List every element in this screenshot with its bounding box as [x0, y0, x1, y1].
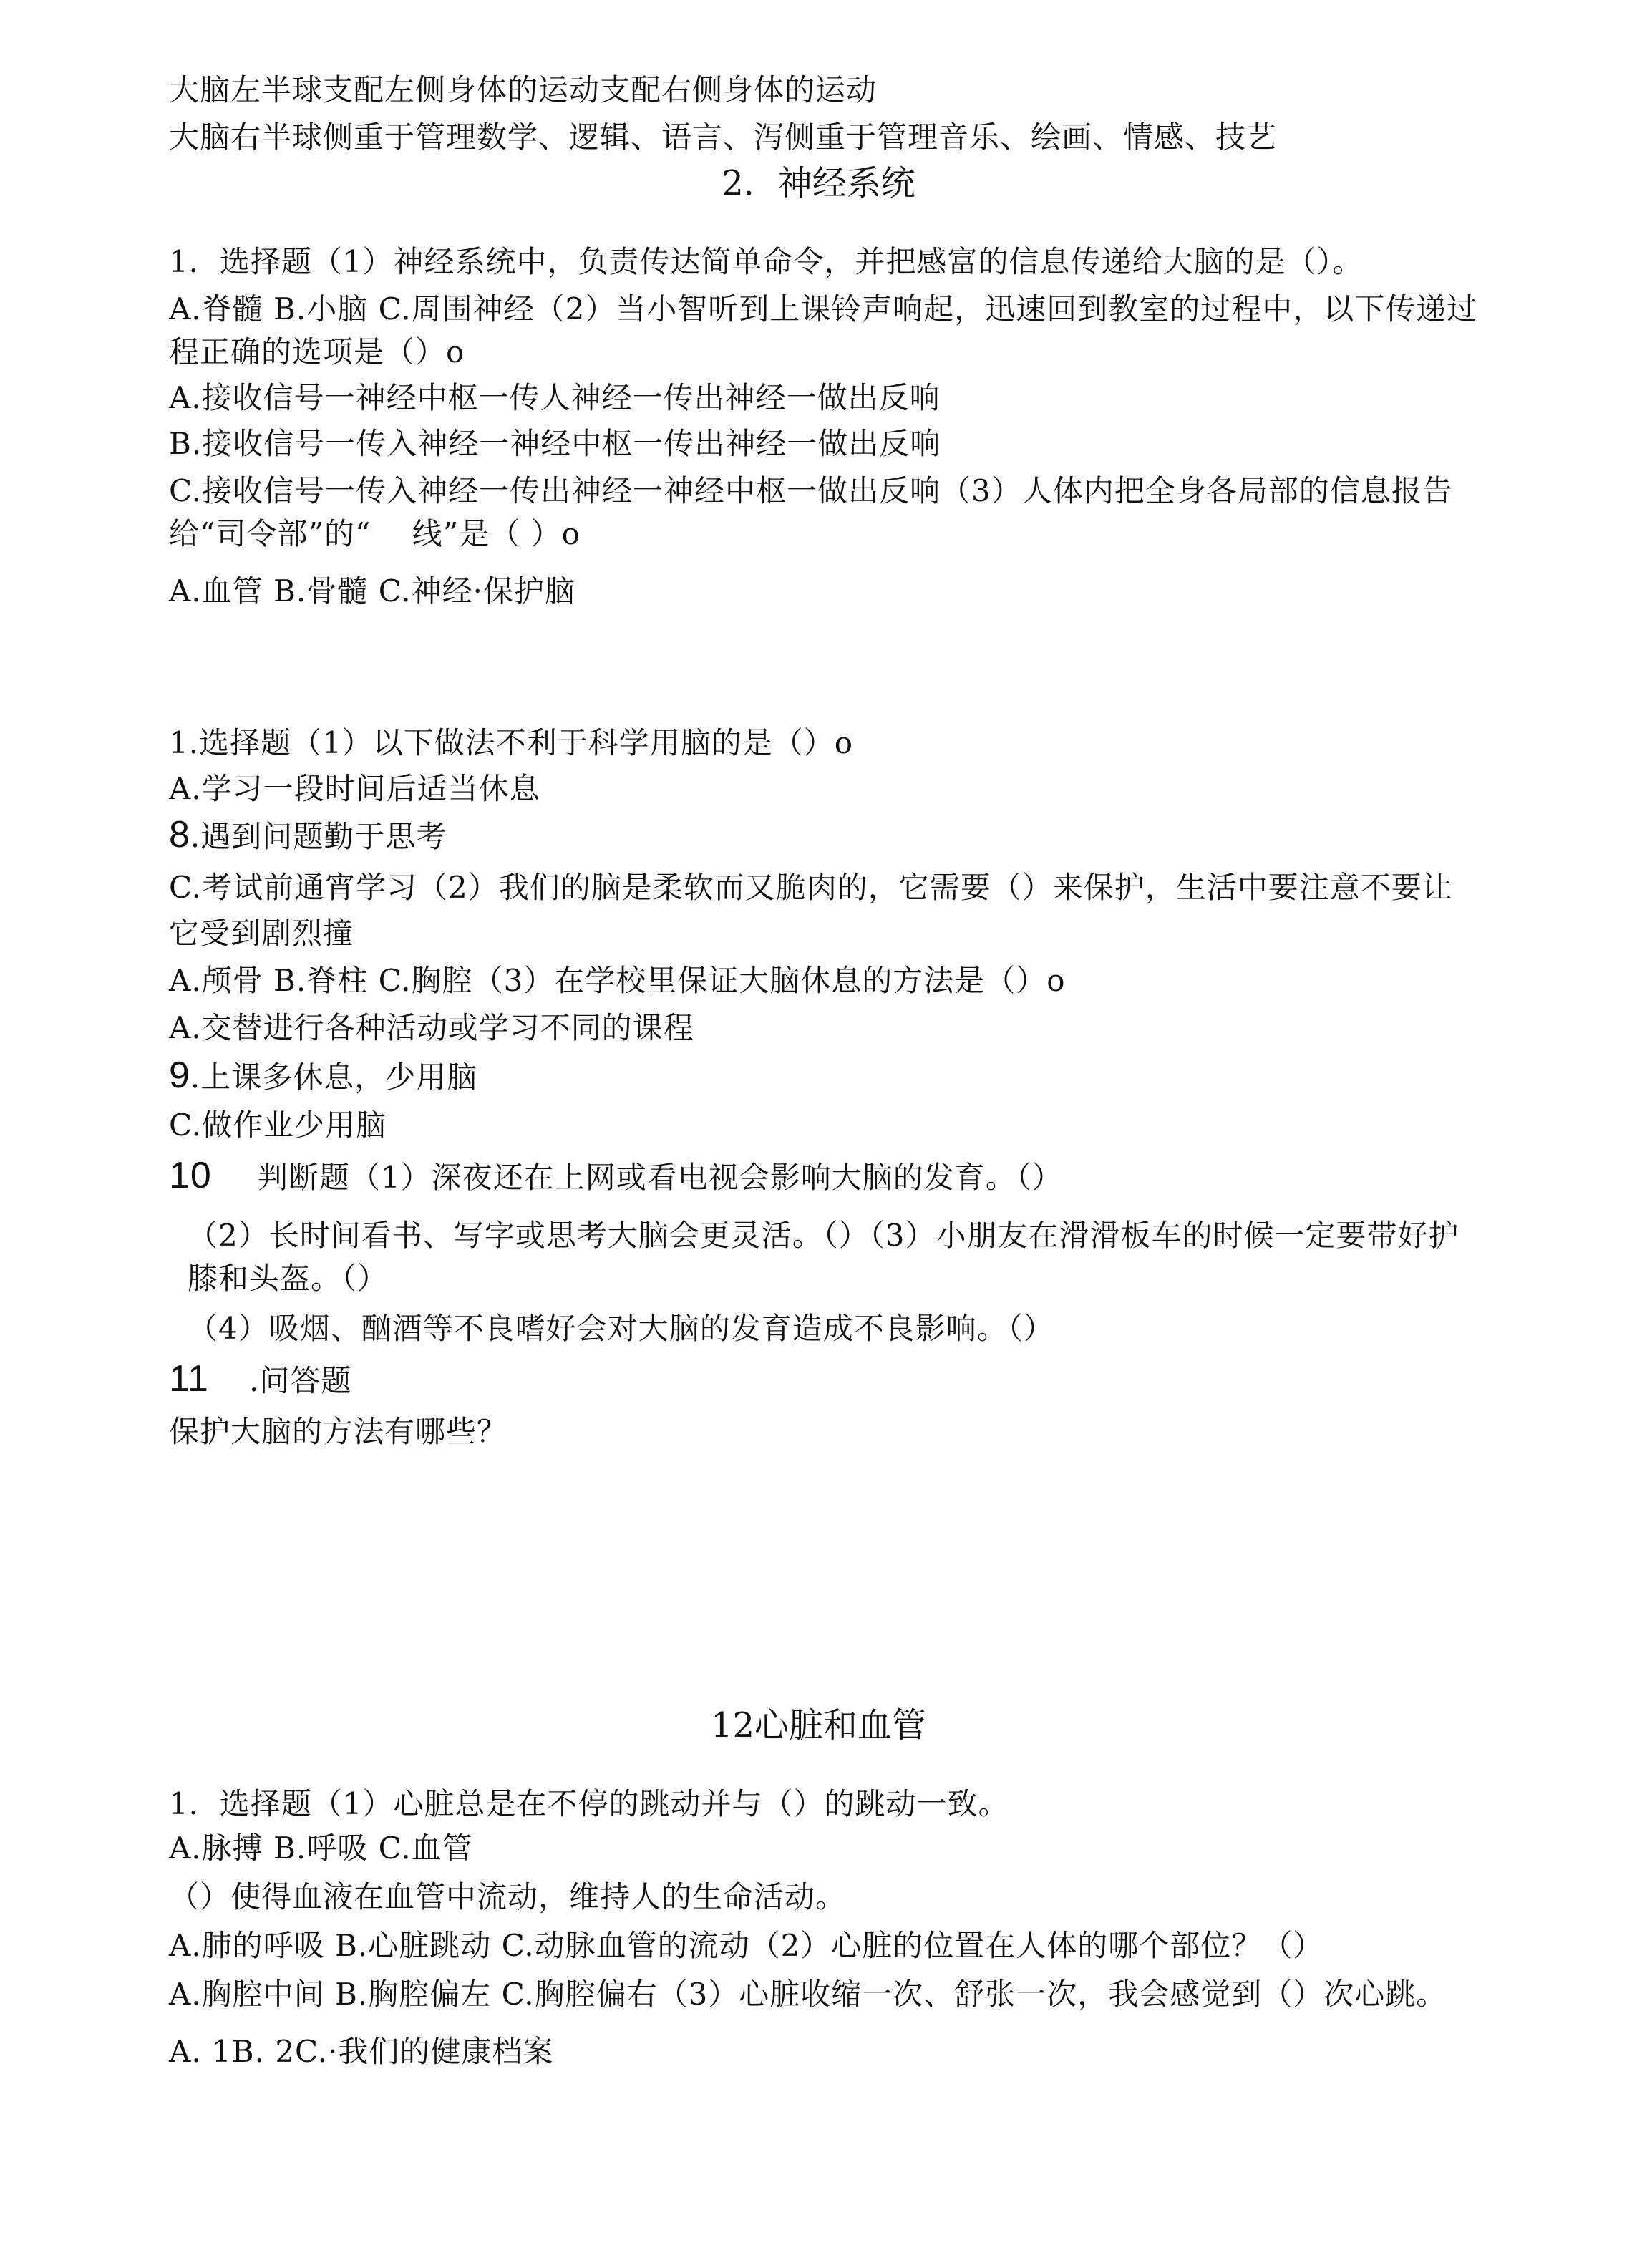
judge-line: 10 判断题（1）深夜还在上网或看电视会影响大脑的发育。（）: [169, 1155, 1063, 1196]
option-line: A.学习一段时间后适当休息: [169, 771, 540, 806]
option-line: A.胸腔中间 B.胸腔偏左 C.胸腔偏右（3）心脏收缩一次、舒张一次，我会感觉到（）次心跳。: [169, 1977, 1447, 2012]
question-line: （）使得血液在血管中流动，维持人的生命活动。: [169, 1879, 847, 1914]
intro-line-2: 大脑右半球侧重于管理数学、逻辑、语言、泻侧重于管理音乐、绘画、情感、技艺: [169, 120, 1278, 155]
option-line: C.做作业少用脑: [169, 1108, 387, 1143]
option-line: A.交替进行各种活动或学习不同的课程: [169, 1010, 694, 1045]
judge-line: （2）长时间看书、写字或思考大脑会更灵活。（）（3）小朋友在滑滑板车的时候一定要带好护: [188, 1218, 1459, 1253]
section-title-nervous-system: 2．神经系统: [722, 163, 915, 203]
question-line: 给“司令部”的“ 线”是（ ）o: [169, 516, 581, 551]
question-line: 它受到剧烈撞: [169, 916, 354, 951]
option-line: C.接收信号一传入神经一传出神经一神经中枢一做出反响（3）人体内把全身各局部的信息报告: [169, 473, 1453, 508]
option-line: A.颅骨 B.脊柱 C.胸腔（3）在学校里保证大脑休息的方法是（）o: [169, 963, 1066, 998]
question-line: 1．选择题（1）心脏总是在不停的跳动并与（）的跳动一致。: [169, 1786, 1009, 1821]
item-number: 11: [169, 1358, 209, 1400]
intro-line-1: 大脑左半球支配左侧身体的运动支配右侧身体的运动: [169, 72, 878, 107]
option-line: A.脉搏 B.呼吸 C.血管: [169, 1831, 473, 1866]
option-line: A.血管 B.骨髓 C.神经·保护脑: [169, 573, 575, 609]
option-line: A. 1B. 2C.·我们的健康档案: [169, 2034, 554, 2069]
question-line: 保护大脑的方法有哪些？: [169, 1414, 508, 1449]
judge-line: （4）吸烟、酗酒等不良嗜好会对大脑的发育造成不良影响。（）: [188, 1311, 1054, 1346]
item-number: 9: [169, 1055, 190, 1096]
option-line: C.考试前通宵学习（2）我们的脑是柔软而又脆肉的，它需要（）来保护，生活中要注意不要让: [169, 870, 1453, 905]
question-line: 1．选择题（1）神经系统中，负责传达简单命令，并把感富的信息传递给大脑的是（）。: [169, 244, 1364, 279]
question-line: A.脊髓 B.小脑 C.周围神经（2）当小智听到上课铃声响起，迅速回到教室的过程中，以下传递过: [169, 291, 1478, 326]
item-number: 10: [169, 1155, 212, 1196]
option-line: A.接收信号一神经中枢一传人神经一传出神经一做出反响: [169, 380, 941, 415]
option-line: A.肺的呼吸 B.心脏跳动 C.动脉血管的流动（2）心脏的位置在人体的哪个部位？（）: [169, 1928, 1324, 1963]
option-line: B.接收信号一传入神经一神经中枢一传出神经一做出反响: [169, 426, 941, 461]
question-line: 程正确的选项是（）o: [169, 334, 465, 369]
question-line: 1.选择题（1）以下做法不利于科学用脑的是（）o: [169, 725, 854, 760]
item-number: 8: [169, 814, 190, 856]
option-line: 9.上课多休息，少用脑: [169, 1055, 478, 1096]
judge-line: 膝和头盔。（）: [188, 1261, 389, 1296]
question-heading: 11 .问答题: [169, 1358, 352, 1400]
option-line: 8.遇到问题勤于思考: [169, 814, 447, 856]
section-title-heart: 12心脏和血管: [710, 1705, 927, 1745]
